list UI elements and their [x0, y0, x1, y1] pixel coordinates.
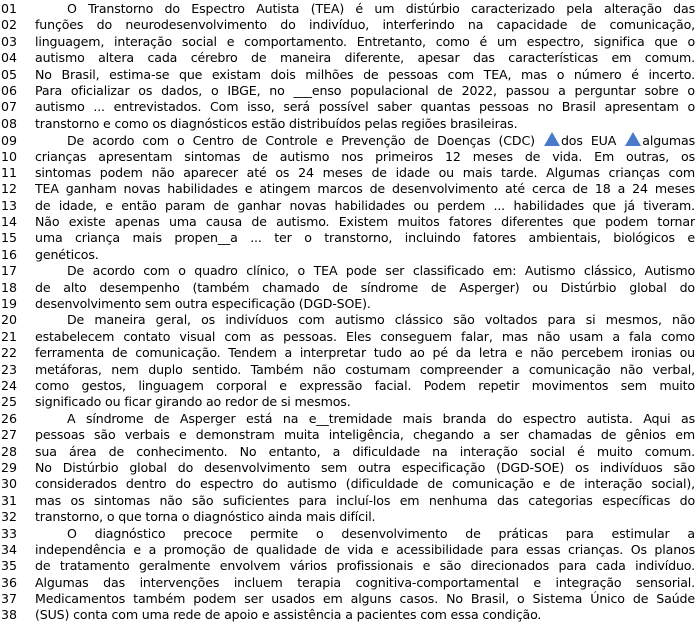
text-line-23 — [0, 362, 699, 378]
text-line-32 — [0, 509, 699, 525]
text-line-30 — [0, 476, 699, 492]
text-line-36 — [0, 575, 699, 591]
text-line-19 — [0, 296, 699, 312]
text-line-13 — [0, 198, 699, 214]
line-text: Não existe apenas uma causa de autismo. Existem muitos fatores diferentes que podem tornar — [35, 214, 695, 230]
line-number: 28 — [1, 443, 18, 459]
text-line-06 — [0, 83, 699, 99]
text-line-21 — [0, 329, 699, 345]
text-line-04 — [0, 50, 699, 66]
text-line-15 — [0, 230, 699, 246]
line-number: 05 — [1, 66, 18, 82]
text-line-17 — [0, 263, 699, 279]
text-line-14 — [0, 214, 699, 230]
line-number: 30 — [1, 476, 18, 492]
line-number: 31 — [1, 492, 18, 508]
line-text: Medicamentos também podem ser usados em alguns casos. No Brasil, o Sistema Único de Saúde — [35, 591, 695, 607]
line-text: estabelecem contato visual com as pessoas. Eles conseguem falar, mas não usam a fala como — [35, 328, 695, 344]
line-text: De maneira geral, os indivíduos com autismo clássico são voltados para si mesmos, não — [67, 312, 695, 328]
line-text: como gestos, linguagem corporal e expressão facial. Podem repetir movimentos sem muito — [35, 377, 695, 393]
text-line-09 — [0, 132, 699, 148]
line-number: 14 — [1, 214, 18, 230]
line-number: 35 — [1, 558, 18, 574]
line-text: A síndrome de Asperger está na e__tremidade mais branda do espectro autista. Aqui as — [67, 410, 695, 426]
line-text: (SUS) conta com uma rede de apoio e assistência a pacientes com essa condição. — [35, 607, 542, 623]
line-text: TEA ganham novas habilidades e atingem marcos de desenvolvimento até cerca de 18 a 24 meses — [35, 181, 695, 197]
text-line-03 — [0, 34, 699, 50]
line-text: crianças apresentam sintomas de autismo nos primeiros 12 meses de vida. Em outras, os — [35, 148, 695, 164]
text-line-33 — [0, 526, 699, 542]
line-text: de alto desempenho (também chamado de síndrome de Asperger) ou Distúrbio global do — [35, 279, 695, 295]
line-text: ferramenta de comunicação. Tendem a interpretar tudo ao pé da letra e não percebem ironias ou — [35, 345, 695, 361]
line-number: 20 — [1, 312, 18, 328]
text-line-27 — [0, 427, 699, 443]
line-text: metáforas, nem duplo sentido. Também não costumam compreender a comunicação não verbal, — [35, 361, 695, 377]
line-number: 32 — [1, 509, 18, 525]
text-line-10 — [0, 149, 699, 165]
line-text: de idade, e então param de ganhar novas habilidades ou perdem ... habilidades que já tiveram. — [35, 197, 695, 213]
text-line-07 — [0, 99, 699, 115]
line-segment: De acordo com o Centro de Controle e Prevenção de Doenças (CDC) — [67, 133, 543, 149]
text-line-05 — [0, 67, 699, 83]
line-number: 23 — [1, 361, 18, 377]
line-number: 06 — [1, 82, 18, 98]
text-line-24 — [0, 378, 699, 394]
line-text: significado ou ficar girando ao redor de si mesmos. — [35, 394, 351, 410]
text-line-01 — [0, 1, 699, 17]
line-number: 26 — [1, 410, 18, 426]
line-text: uma criança mais propen__a ... ter o transtorno, incluindo fatores ambientais, biológicos e — [35, 230, 695, 246]
line-text: O diagnóstico precoce permite o desenvolvimento de práticas para estimular a — [67, 525, 695, 541]
line-number: 21 — [1, 328, 18, 344]
text-line-31 — [0, 493, 699, 509]
text-line-16 — [0, 247, 699, 263]
line-number: 18 — [1, 279, 18, 295]
line-number: 22 — [1, 345, 18, 361]
line-text: Algumas das intervenções incluem terapia cognitiva-comportamental e integração sensorial. — [35, 574, 695, 590]
line-text: considerados dentro do espectro do autismo (dificuldade de comunicação e de interação social), — [35, 476, 695, 492]
line-text: desenvolvimento sem outra especificação (DGD-SOE). — [35, 296, 371, 312]
line-segment: algumas — [642, 133, 695, 149]
line-number: 17 — [1, 263, 18, 279]
line-segment: dos EUA — [560, 133, 625, 149]
line-text: O Transtorno do Espectro Autista (TEA) é um distúrbio caracterizado pela alteração das — [67, 1, 695, 16]
triangle-marker-icon — [625, 132, 641, 146]
line-text: funções do neurodesenvolvimento do indivíduo, interferindo na capacidade de comunicação, — [35, 17, 695, 33]
line-number: 33 — [1, 525, 18, 541]
text-line-25 — [0, 394, 699, 410]
line-number: 02 — [1, 17, 18, 33]
line-number: 27 — [1, 427, 18, 443]
line-text: transtorno, o que torna o diagnóstico ainda mais difícil. — [35, 509, 376, 525]
line-number: 15 — [1, 230, 18, 246]
text-line-11 — [0, 165, 699, 181]
line-text: de tratamento geralmente envolvem vários profissionais e são direcionados para cada indivíduo. — [35, 558, 695, 574]
line-number: 37 — [1, 591, 18, 607]
line-text: autismo ... entrevistados. Com isso, será possível saber quantas pessoas no Brasil apresentam o — [35, 99, 695, 115]
line-number: 13 — [1, 197, 18, 213]
line-number: 09 — [1, 133, 18, 149]
line-number: 16 — [1, 246, 18, 262]
line-text: autismo altera cada cérebro de maneira diferente, apesar das características em comum. — [35, 50, 695, 66]
line-number: 19 — [1, 296, 18, 312]
line-text: No Brasil, estima-se que existam dois milhões de pessoas com TEA, mas o número é incerto. — [35, 66, 695, 82]
text-line-20 — [0, 312, 699, 328]
line-text: De acordo com o quadro clínico, o TEA pode ser classificado em: Autismo clássico, Autismo — [67, 263, 695, 279]
line-number: 29 — [1, 459, 18, 475]
text-line-34 — [0, 542, 699, 558]
line-text: Para oficializar os dados, o IBGE, no ___enso populacional de 2022, passou a perguntar sobre o — [35, 82, 695, 98]
line-number: 12 — [1, 181, 18, 197]
text-line-02 — [0, 17, 699, 33]
line-text: genéticos. — [35, 246, 99, 262]
text-line-08 — [0, 116, 699, 132]
line-number: 36 — [1, 574, 18, 590]
line-number: 25 — [1, 394, 18, 410]
text-line-22 — [0, 345, 699, 361]
text-line-18 — [0, 280, 699, 296]
line-number: 04 — [1, 50, 18, 66]
text-line-26 — [0, 411, 699, 427]
line-number: 01 — [1, 1, 18, 16]
line-text: sintomas podem não aparecer até os 24 meses de idade ou mais tarde. Algumas crianças com — [35, 164, 695, 180]
text-line-28 — [0, 444, 699, 460]
text-line-12 — [0, 181, 699, 197]
triangle-marker-icon — [544, 132, 560, 146]
line-number: 38 — [1, 607, 18, 623]
line-number: 10 — [1, 148, 18, 164]
text-line-38 — [0, 607, 699, 623]
text-line-37 — [0, 591, 699, 607]
line-text: No Distúrbio global do desenvolvimento sem outra especificação (DGD-SOE) os indivíduos são — [35, 459, 695, 475]
line-number: 03 — [1, 33, 18, 49]
line-text: sua área de conhecimento. No entanto, a dificuldade na interação social é muito comum. — [35, 443, 695, 459]
line-text: pessoas são verbais e demonstram muita inteligência, chegando a ser chamadas de gênios em — [35, 427, 695, 443]
line-number: 07 — [1, 99, 18, 115]
line-number: 34 — [1, 541, 18, 557]
line-text: linguagem, interação social e comportamento. Entretanto, como é um espectro, significa que o — [35, 33, 695, 49]
line-text: transtorno e como os diagnósticos estão distribuídos pelas regiões brasileiras. — [35, 115, 518, 131]
line-text: independência e a promoção de qualidade de vida e acessibilidade para essas crianças. Os planos — [35, 541, 695, 557]
text-line-29 — [0, 460, 699, 476]
line-text — [35, 132, 695, 149]
line-number: 24 — [1, 377, 18, 393]
line-number: 11 — [1, 164, 18, 180]
text-line-35 — [0, 558, 699, 574]
line-number: 08 — [1, 115, 18, 131]
line-text: mas os sintomas não são suficientes para incluí-los em nenhuma das categorias específicas do — [35, 492, 695, 508]
